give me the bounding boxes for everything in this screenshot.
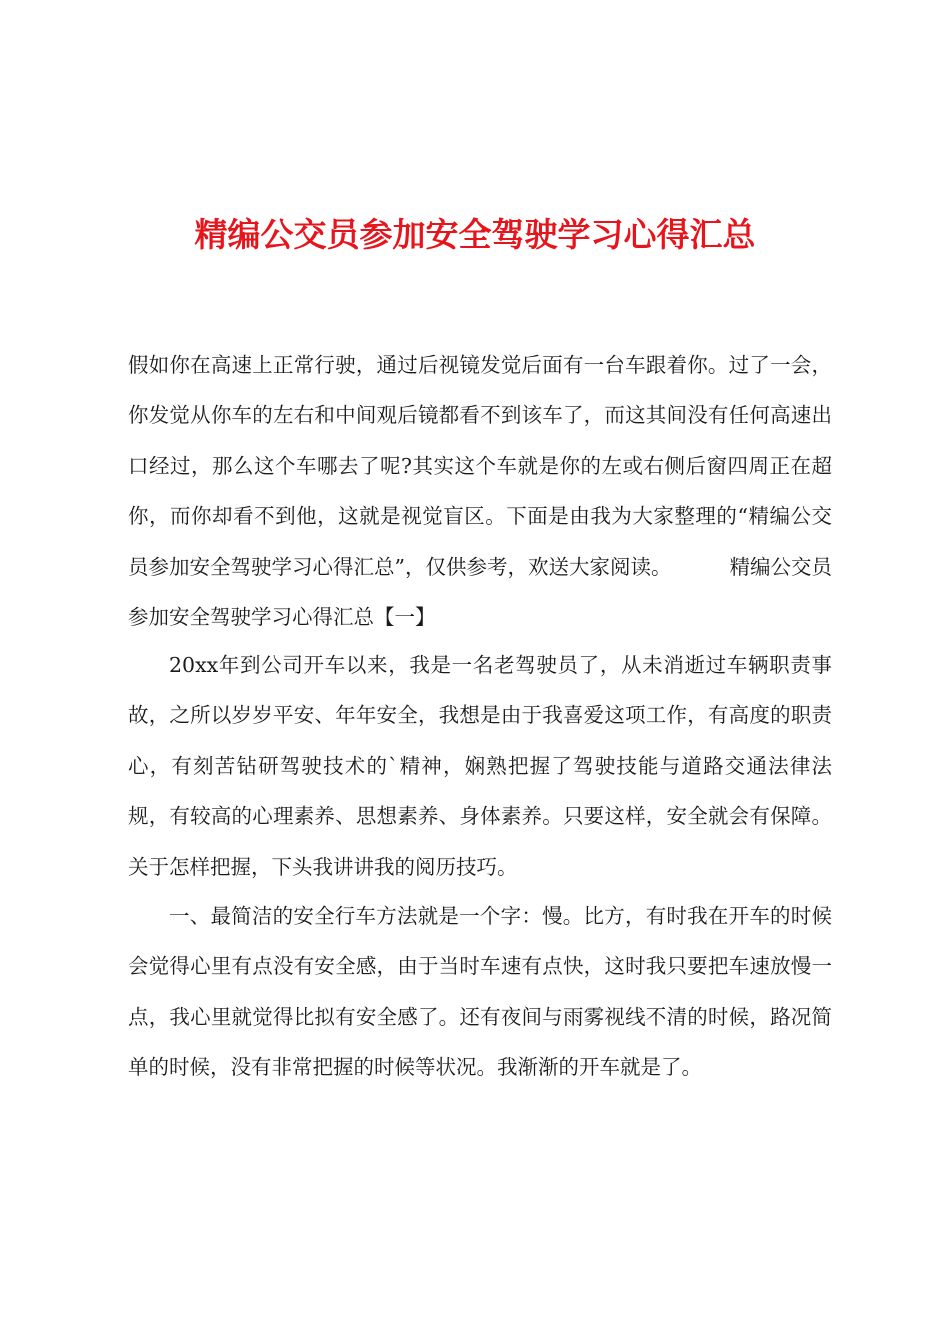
body-paragraph-2: 一、最简洁的安全行车方法就是一个字：慢。比方，有时我在开车的时候会觉得心里有点没有安全感，由于当时车速有点快，这时我只要把车速放慢一点，我心里就觉得比拟有安全感了。还有夜间与雨雾视线不清的时候，路况简单的时候，没有非常把握的时候等状况。我渐渐的开车就是了。 (128, 904, 832, 1080)
document-title: 精编公交员参加安全驾驶学习心得汇总 (194, 215, 756, 254)
intro-text: 假如你在高速上正常行驶，通过后视镜发觉后面有一台车跟着你。过了一会，你发觉从你车的左右和中间观后镜都看不到该车了，而这其间没有任何高速出口经过，那么这个车哪去了呢?其实这个车就是你的左或右侧后窗四周正在超你，而你却看不到他，这就是视觉盲区。下面是由我为大家整理的“精编公交员参加安全驾驶学习心得汇总”，仅供参考，欢送大家阅读。 (128, 353, 832, 579)
intro-paragraph (128, 340, 832, 642)
section-heading: 精编公交员参加安全驾驶学习心得汇总【一】 (128, 554, 833, 630)
body-paragraph-1: 20xx年到公司开车以来，我是一名老驾驶员了，从未消逝过车辆职责事故，之所以岁岁平安、年年安全，我想是由于我喜爱这项工作，有高度的职责心，有刻苦钻研驾驶技术的`精神，娴熟把握了驾驶技能与道路交通法律法规，有较高的心理素养、思想素养、身体素养。只要这样，安全就会有保障。关于怎样把握，下头我讲讲我的阅历技巧。 (128, 653, 832, 879)
